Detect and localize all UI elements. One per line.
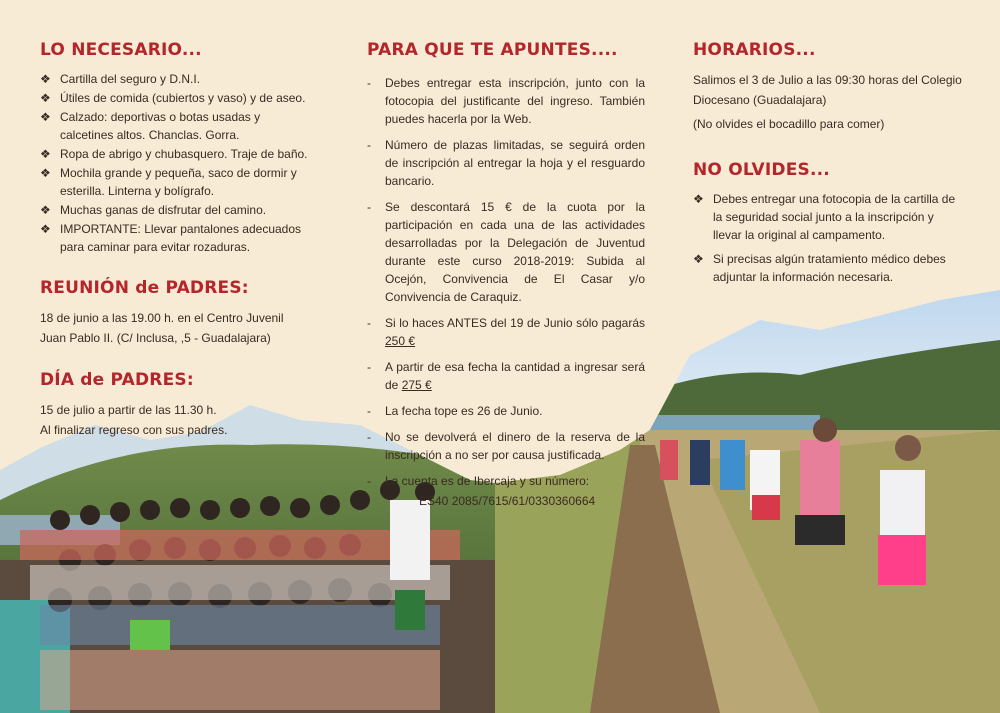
diamond-bullet-icon: ❖ <box>40 203 51 217</box>
list-item: - Se descontará 15 € de la cuota por la participación en cada una de las actividades desarrolladas por la Delegación de Juventud durante este curso 2018-2019: Subida al Ocejón, Convivencia de El Casar y/o Convivencia de Caraquiz. <box>367 200 645 304</box>
diamond-bullet-icon: ❖ <box>693 192 704 206</box>
dash-bullet: - <box>367 138 371 152</box>
column-middle <box>367 40 645 508</box>
list-item: - No se devolverá el dinero de la reserva de la inscripción a no ser por causa justificada. <box>367 430 645 462</box>
list-item: ❖ Si precisas algún tratamiento médico debes adjuntar la información necesaria. <box>693 252 946 284</box>
list-item: ❖ Ropa de abrigo y chubasquero. Traje de baño. <box>40 147 308 161</box>
necesario-list <box>40 70 310 256</box>
dash-bullet: - <box>367 316 371 330</box>
list-item: ❖ Útiles de comida (cubiertos y vaso) y de aseo. <box>40 91 306 105</box>
apuntes-list <box>367 74 645 490</box>
diamond-bullet-icon: ❖ <box>40 72 51 86</box>
bank-account-number: ES40 2085/7615/61/0330360664 <box>419 494 596 508</box>
diamond-bullet-icon: ❖ <box>40 91 51 105</box>
dash-bullet: - <box>367 404 371 418</box>
list-item: - Si lo haces ANTES del 19 de Junio sólo pagarás 250 € <box>367 316 645 348</box>
dash-bullet: - <box>367 474 371 488</box>
list-item: ❖ Calzado: deportivas o botas usadas y calcetines altos. Chanclas. Gorra. <box>40 110 261 142</box>
section-olvides <box>693 160 963 286</box>
list-item: ❖ Debes entregar una fotocopia de la cartilla de la seguridad social junto a la inscripción y llevar la original al campamento. <box>693 192 956 242</box>
horarios-line-2: (No olvides el bocadillo para comer) <box>693 117 885 131</box>
reunion-line-2: Juan Pablo II. (C/ Inclusa, ,5 - Guadalajara) <box>40 331 271 345</box>
diamond-bullet-icon: ❖ <box>40 166 51 180</box>
diamond-bullet-icon: ❖ <box>693 252 704 266</box>
heading-necesario: LO NECESARIO... <box>40 40 202 60</box>
list-item: - A partir de esa fecha la cantidad a ingresar será de 275 € <box>367 360 645 392</box>
list-item: - La cuenta es de Ibercaja y su número: <box>367 474 590 488</box>
dash-bullet: - <box>367 430 371 444</box>
diamond-bullet-icon: ❖ <box>40 110 51 124</box>
price-early: 250 € <box>385 334 416 348</box>
diamond-bullet-icon: ❖ <box>40 147 51 161</box>
list-item: ❖ Mochila grande y pequeña, saco de dormir y esterilla. Linterna y bolígrafo. <box>40 166 297 198</box>
olvides-list <box>693 190 963 286</box>
heading-dia: DÍA de PADRES: <box>40 370 194 390</box>
section-horarios <box>693 40 963 134</box>
list-item: ❖ IMPORTANTE: Llevar pantalones adecuados para caminar para evitar rozaduras. <box>40 222 302 254</box>
reunion-line-1: 18 de junio a las 19.00 h. en el Centro Juvenil <box>40 311 284 325</box>
price-late: 275 € <box>401 378 432 392</box>
column-right <box>693 40 963 308</box>
section-necesario <box>40 40 310 256</box>
dash-bullet: - <box>367 360 371 374</box>
section-dia <box>40 370 310 440</box>
list-item: ❖ Muchas ganas de disfrutar del camino. <box>40 203 267 217</box>
section-reunion <box>40 278 310 348</box>
dash-bullet: - <box>367 200 371 214</box>
heading-horarios: HORARIOS... <box>693 40 816 60</box>
horarios-line-1: Salimos el 3 de Julio a las 09:30 horas del Colegio Diocesano (Guadalajara) <box>693 73 962 107</box>
column-left <box>40 40 310 462</box>
list-item: ❖ Cartilla del seguro y D.N.I. <box>40 72 201 86</box>
list-item: - Número de plazas limitadas, se seguirá orden de inscripción al entregar la hoja y el resguardo bancario. <box>367 138 645 188</box>
heading-reunion: REUNIÓN de PADRES: <box>40 278 249 298</box>
dia-line-2: Al finalizar regreso con sus padres. <box>40 423 228 437</box>
list-item: - Debes entregar esta inscripción, junto con la fotocopia del justificante del ingreso. También puedes hacerla por la Web. <box>367 76 645 126</box>
list-item: - La fecha tope es 26 de Junio. <box>367 404 543 418</box>
dash-bullet: - <box>367 76 371 90</box>
heading-olvides: NO OLVIDES... <box>693 160 830 180</box>
diamond-bullet-icon: ❖ <box>40 222 51 236</box>
dia-line-1: 15 de julio a partir de las 11.30 h. <box>40 403 217 417</box>
heading-apuntes: PARA QUE TE APUNTES.... <box>367 40 618 60</box>
